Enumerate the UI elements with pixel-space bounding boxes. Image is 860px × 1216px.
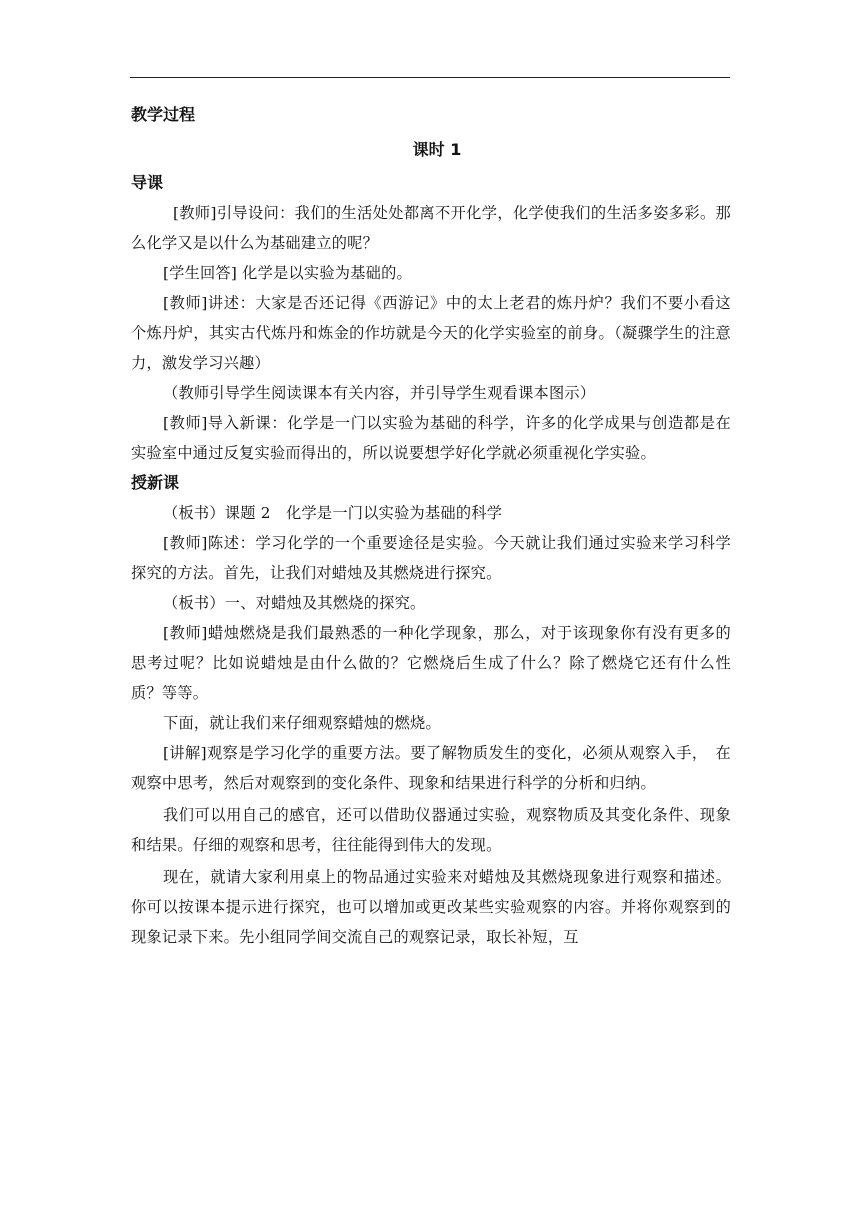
lesson-title: 课时 1 [412,140,462,159]
new-lesson-heading: 授新课 [131,473,180,492]
intro-paragraph: [教师]引导设问：我们的生活处处都离不开化学，化学使我们的生活多姿多彩。那么化学又是以什么为基础建立的呢？ [131,204,731,252]
intro-paragraph: （教师引导学生阅读课本有关内容，并引导学生观看课本图示） [163,384,596,402]
header-rule [130,77,730,78]
intro-paragraph: [学生回答] 化学是以实验为基础的。 [163,264,412,282]
new-lesson-paragraph: （板书）一、对蜡烛及其燃烧的探究。 [163,594,426,612]
new-lesson-paragraph: [讲解]观察是学习化学的重要方法。要了解物质发生的变化，必须从观察入手， 在观察中思考，然后对观察到的变化条件、现象和结果进行科学的分析和归纳。 [131,744,731,792]
section-title: 教学过程 [131,105,196,124]
intro-paragraph: [教师]导入新课：化学是一门以实验为基础的科学，许多的化学成果与创造都是在实验室中通过反复实验而得出的，所以说要想学好化学就必须重视化学实验。 [131,414,731,462]
new-lesson-paragraph: 现在，就请大家利用桌上的物品通过实验来对蜡烛及其燃烧现象进行观察和描述。你可以按课本提示进行探究，也可以增加或更改某些实验观察的内容。并将你观察到的现象记录下来。先小组同学间交流自己的观察记录，取长补短，互 [131,868,731,946]
new-lesson-paragraph: [教师]陈述：学习化学的一个重要途径是实验。今天就让我们通过实验来学习科学探究的方法。首先，让我们对蜡烛及其燃烧进行探究。 [131,534,731,582]
intro-heading: 导课 [131,173,164,192]
intro-paragraph: [教师]讲述：大家是否还记得《西游记》中的太上老君的炼丹炉？我们不要小看这个炼丹炉，其实古代炼丹和炼金的作坊就是今天的化学实验室的前身。（凝骤学生的注意力，激发学习兴趣） [131,294,731,372]
document-body [131,100,731,952]
new-lesson-paragraph: 下面，就让我们来仔细观察蜡烛的燃烧。 [163,714,441,732]
new-lesson-paragraph: （板书）课题 2 化学是一门以实验为基础的科学 [163,504,503,522]
new-lesson-paragraph: [教师]蜡烛燃烧是我们最熟悉的一种化学现象，那么，对于该现象你有没有更多的思考过呢？比如说蜡烛是由什么做的？它燃烧后生成了什么？除了燃烧它还有什么性质？等等。 [131,624,731,702]
new-lesson-paragraph: 我们可以用自己的感官，还可以借助仪器通过实验，观察物质及其变化条件、现象和结果。仔细的观察和思考，往往能得到伟大的发现。 [131,806,731,854]
